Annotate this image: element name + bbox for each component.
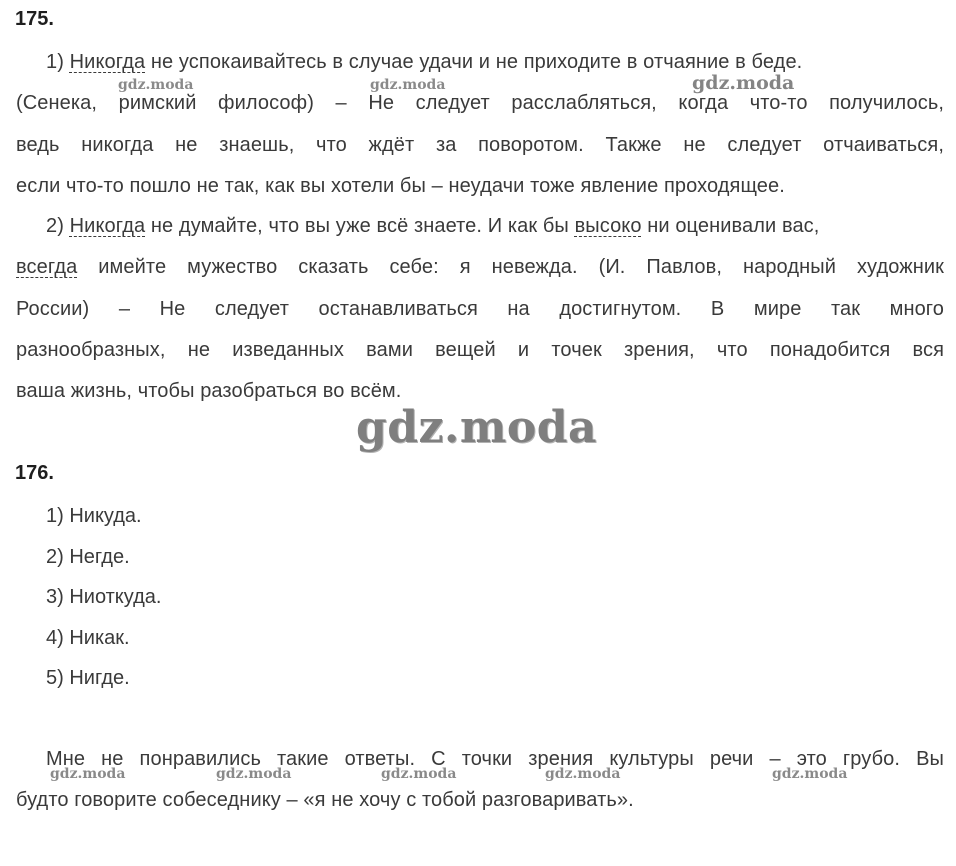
watermark: gdz.moda (381, 766, 457, 782)
watermark-large: gdz.moda (356, 402, 598, 453)
text-line: 1) Никогда не успокаивайтесь в случае удачи и не приходите в отчаяние в беде. (46, 51, 803, 73)
exercise-175-number: 175. (15, 8, 54, 30)
underlined-word: всегда (16, 256, 78, 279)
text-line: если что-то пошло не так, как вы хотели бы – неудачи тоже явление проходящее. (16, 174, 785, 197)
list-item: 2) Негде. (46, 545, 130, 568)
watermark: gdz.moda (118, 77, 194, 93)
list-item: 3) Ниоткуда. (46, 586, 162, 608)
text-line: разнообразных, не изведанных вами вещей и точек зрения, что понадобится вся (16, 338, 944, 361)
text-line: всегда имейте мужество сказать себе: я невежда. (И. Павлов, народный художник (16, 256, 944, 279)
watermark: gdz.moda (370, 77, 446, 93)
watermark: gdz.moda (216, 766, 292, 782)
watermark: gdz.moda (692, 72, 795, 94)
list-item: 4) Никак. (46, 626, 130, 649)
underlined-word: Никогда (69, 215, 146, 237)
underlined-word: высоко (574, 215, 642, 237)
underlined-word: Никогда (69, 51, 146, 73)
watermark: gdz.moda (50, 766, 126, 782)
text-line: (Сенека, римский философ) – Не следует расслабляться, когда что-то получилось, (16, 92, 944, 115)
text-line: ведь никогда не знаешь, что ждёт за поворотом. Также не следует отчаиваться, (16, 133, 944, 156)
text-line: Мне не понравились такие ответы. С точки зрения культуры речи – это грубо. Вы (46, 748, 944, 770)
text-line: России) – Не следует останавливаться на достигнутом. В мире так много (16, 297, 944, 320)
watermark: gdz.moda (545, 766, 621, 782)
text-line: 2) Никогда не думайте, что вы уже всё знаете. И как бы высоко ни оценивали вас, (46, 215, 820, 237)
list-item: 5) Нигде. (46, 667, 130, 689)
exercise-175-paragraph-1 (16, 42, 944, 207)
watermark: gdz.moda (772, 766, 848, 782)
exercise-176-answer-list (46, 496, 161, 699)
exercise-175-paragraph-2 (16, 206, 944, 412)
exercise-176-number: 176. (15, 462, 54, 484)
text-line: будто говорите собеседнику – «я не хочу с тобой разговаривать». (16, 789, 634, 812)
list-item: 1) Никуда. (46, 505, 142, 527)
text-line: ваша жизнь, чтобы разобраться во всём. (16, 380, 402, 403)
